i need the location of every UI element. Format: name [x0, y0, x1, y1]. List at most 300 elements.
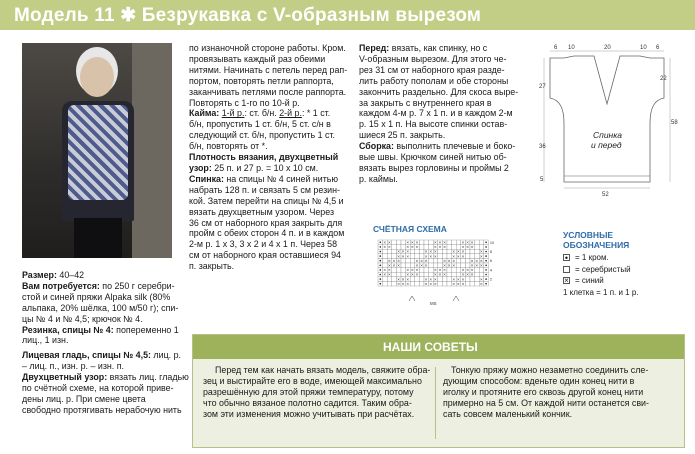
front-text: V-образным вырезом. Для этого че- — [359, 53, 507, 64]
chart-edge-stitch — [380, 283, 382, 285]
chart-cell — [392, 268, 397, 273]
chart-blue-stitch: × — [411, 244, 414, 250]
chart-blue-stitch: × — [424, 253, 428, 259]
chart-blue-stitch: × — [397, 258, 400, 264]
stockinette-text: лиц. р. — [150, 350, 181, 361]
photo-background — [132, 43, 172, 258]
garment-outline — [550, 56, 664, 182]
chart-cell — [383, 258, 388, 263]
dim-right-label: 22 — [660, 76, 667, 82]
chart-cell — [429, 240, 434, 245]
chart-cell — [461, 258, 466, 263]
chart-blue-stitch: × — [461, 272, 465, 278]
instructions-column — [189, 43, 347, 272]
chart-blue-stitch: × — [470, 267, 474, 273]
back-text: 36 см от наборного края закрыть для — [189, 217, 343, 228]
legend-title-line: ОБОЗНАЧЕНИЯ — [563, 240, 630, 250]
chart-blue-stitch: × — [457, 276, 460, 282]
chart-blue-stitch: × — [470, 240, 474, 245]
chart-blue-stitch: × — [383, 244, 387, 250]
chart-blue-stitch: × — [388, 240, 391, 245]
tips-right — [443, 365, 649, 420]
chart-cell — [475, 245, 480, 250]
legend-text: = синий — [575, 276, 604, 285]
chart-cell — [406, 258, 411, 263]
chart-blue-stitch: × — [429, 253, 433, 259]
chart-blue-stitch: × — [411, 272, 414, 278]
tips-text: разрешённую для этой пряжи температуру, потому — [203, 387, 414, 397]
tips-text: зец и выстирайте его в воде, имеющей максимально — [203, 376, 422, 386]
chart-cell — [465, 249, 470, 254]
chart-cell — [401, 263, 406, 268]
chart-blue-stitch: × — [461, 276, 465, 282]
chart-blue-stitch: × — [434, 253, 437, 259]
chart-blue-stitch: × — [452, 249, 456, 255]
chart-cell — [383, 254, 388, 259]
chart-edge-stitch — [380, 260, 382, 262]
legend-title-line: УСЛОВНЫЕ — [563, 230, 614, 240]
chart-blue-stitch: × — [397, 276, 400, 282]
chart-blue-stitch: × — [401, 253, 405, 259]
photo-head — [80, 57, 114, 97]
dim-bottom-label: 52 — [602, 192, 609, 198]
chart-cell — [475, 268, 480, 273]
chart-cell — [396, 268, 401, 273]
chart-cell — [479, 240, 484, 245]
back-text: 2-м р. 1 х 3, 3 х 2 и 4 х 1 п. Через 58 — [189, 239, 338, 250]
size-value: 40–42 — [56, 270, 85, 280]
chart-blue-stitch: × — [397, 249, 400, 255]
chart-cell — [392, 240, 397, 245]
front-text: закончить раздельно. Для скоса выре- — [359, 86, 519, 97]
chart-blue-stitch: × — [480, 258, 483, 264]
chart-cell — [447, 245, 452, 250]
chart-cell — [465, 258, 470, 263]
chart-blue-stitch: × — [475, 263, 479, 268]
chart-blue-stitch: × — [466, 244, 469, 250]
chart-blue-stitch: × — [443, 267, 446, 273]
chart-edge-stitch — [380, 251, 382, 253]
garment-schematic — [538, 42, 678, 202]
chart-cell — [419, 245, 424, 250]
chart-blue-stitch: × — [406, 276, 410, 282]
chart-cell — [438, 254, 443, 259]
front-text: за закрыть с внутреннего края в — [359, 97, 492, 108]
chart-blue-stitch: × — [452, 263, 456, 268]
dim-left-label: 27 — [539, 84, 546, 90]
chart-blue-stitch: × — [466, 272, 469, 278]
assembly-text: вые швы. Крючком синей нитью об- — [359, 152, 507, 163]
chart-cell — [383, 249, 388, 254]
chart-blue-stitch: × — [388, 267, 391, 273]
front-label: Перед: — [359, 43, 390, 53]
chart-row-number: 8 — [489, 250, 493, 254]
chart-blue-stitch: × — [434, 240, 437, 245]
front-column — [359, 43, 518, 185]
chart-blue-stitch: × — [429, 281, 433, 287]
chart-cell — [419, 281, 424, 286]
chart-cell — [442, 277, 447, 282]
photo-vest — [68, 105, 128, 200]
chart-row-number: 4 — [489, 268, 493, 273]
chart-edge-stitch — [485, 255, 487, 257]
chart-cell — [383, 277, 388, 282]
assembly-text: р. каймы. — [359, 173, 398, 184]
chart-cell — [419, 249, 424, 254]
chart-edge-stitch — [485, 265, 487, 267]
chart-cell — [415, 281, 420, 286]
pattern-text: заканчивать петлями после раппорта. — [189, 86, 347, 97]
chart-edge-stitch — [380, 242, 382, 244]
chart-blue-stitch: × — [424, 249, 428, 255]
chart-blue-stitch: × — [429, 276, 433, 282]
chart-cell — [392, 277, 397, 282]
back-text: вязать двухцветным узором. Через — [189, 206, 335, 217]
pattern-chart-svg — [372, 238, 502, 306]
chart-cell — [447, 277, 452, 282]
chart-cell — [452, 240, 457, 245]
edge-stitch-symbol — [563, 254, 570, 261]
chart-blue-stitch: × — [443, 244, 446, 250]
pattern-text: портом, повторять петли раппорта, — [189, 75, 334, 86]
chart-cell — [470, 249, 475, 254]
chart-blue-stitch: × — [401, 276, 405, 282]
chart-blue-stitch: × — [434, 267, 437, 273]
chart-blue-stitch: × — [383, 267, 387, 273]
chart-cell — [396, 240, 401, 245]
chart-cell — [429, 268, 434, 273]
chart-cell — [387, 249, 392, 254]
chart-cell — [475, 272, 480, 277]
edging-row1: 1-й р. — [221, 108, 245, 119]
chart-edge-stitch — [380, 246, 382, 248]
chart-cell — [479, 268, 484, 273]
chart-blue-stitch: × — [470, 272, 474, 278]
chart-blue-stitch: × — [406, 240, 410, 245]
chart-cell — [401, 268, 406, 273]
chart-title: СЧЁТНАЯ СХЕМА — [373, 224, 447, 234]
chart-cell — [410, 254, 415, 259]
chart-blue-stitch: × — [452, 253, 456, 259]
chart-blue-stitch: × — [457, 253, 460, 259]
tips-text: примерно на 5 см. От каждой нити останется сви- — [443, 398, 649, 408]
front-text: шиеся 25 п. закрыть. — [359, 130, 446, 141]
edging-text: б/н, пропустить 1 ст. б/н, 5 ст. с/н в — [189, 119, 331, 130]
tips-text: дующим способом: вденьте один конец нити в — [443, 376, 635, 386]
chart-cell — [387, 281, 392, 286]
chart-blue-stitch: × — [401, 249, 405, 255]
chart-blue-stitch: × — [415, 244, 419, 250]
back-text: п. закрыть. — [189, 261, 235, 272]
chart-blue-stitch: × — [470, 244, 474, 250]
chart-cell — [470, 277, 475, 282]
edging-label: Кайма: — [189, 108, 220, 119]
legend-item — [563, 264, 639, 276]
chart-blue-stitch: × — [480, 281, 483, 287]
dim-left-label: 36 — [539, 144, 546, 150]
edging-text: : ст. б/н. — [244, 108, 277, 119]
legend-text: = 1 кром. — [575, 253, 609, 262]
two-color-label: Двухцветный узор: — [22, 372, 108, 383]
chart-blue-stitch: × — [392, 258, 396, 264]
chart-blue-stitch: × — [480, 276, 483, 282]
dim-left-label: 5 — [540, 177, 544, 183]
chart-blue-stitch: × — [424, 263, 428, 268]
chart-blue-stitch: × — [438, 267, 442, 273]
chart-edge-stitch — [485, 260, 487, 262]
chart-cell — [456, 258, 461, 263]
gauge-label: узор: — [189, 162, 212, 173]
silver-symbol — [563, 266, 570, 273]
rib-text: лиц., 1 изн. — [22, 335, 69, 346]
chart-cell — [475, 281, 480, 286]
yarn-text: стой и синей пряжи Alpaka silk (80% — [22, 291, 171, 302]
chart-cell — [447, 249, 452, 254]
chart-cell — [387, 277, 392, 282]
two-color-text: свободно протягивать нерабочую нить — [22, 404, 182, 415]
chart-blue-stitch: × — [470, 263, 474, 268]
dim-top-label: 6 — [656, 45, 660, 51]
chart-blue-stitch: × — [424, 258, 428, 264]
edging-row2: 2-й р. — [279, 108, 302, 119]
chart-blue-stitch: × — [388, 258, 391, 264]
pattern-text: Повторять с 1-го по 10-й р. — [189, 97, 300, 108]
chart-blue-stitch: × — [466, 267, 469, 273]
chart-blue-stitch: × — [424, 276, 428, 282]
chart-blue-stitch: × — [461, 253, 465, 259]
chart-cell — [424, 268, 429, 273]
materials-column — [22, 270, 189, 416]
chart-edge-stitch — [485, 274, 487, 276]
chart-blue-stitch: × — [461, 249, 465, 255]
pattern-text: провязывать каждый раз обеими — [189, 53, 326, 64]
chart-blue-stitch: × — [424, 281, 428, 287]
chart-edge-stitch — [380, 274, 382, 276]
chart-edge-stitch — [380, 269, 382, 271]
chart-blue-stitch: × — [420, 258, 423, 264]
front-text: р. 15 х 1 п. На высоте спинки остав- — [359, 119, 508, 130]
tips-left — [203, 365, 430, 420]
assembly-label: Сборка: — [359, 141, 394, 152]
chart-edge-stitch — [485, 242, 487, 244]
chart-cell — [447, 272, 452, 277]
chart-blue-stitch: × — [406, 272, 410, 278]
chart-cell — [401, 240, 406, 245]
chart-edge-stitch — [485, 269, 487, 271]
blue-symbol — [563, 277, 570, 284]
chart-blue-stitch: × — [443, 263, 446, 268]
back-text: см от наборного края оставшиеся 94 — [189, 250, 341, 261]
pattern-text: нитями. Начинать с петель перед рап- — [189, 64, 348, 75]
chart-cell — [452, 268, 457, 273]
legend — [563, 252, 639, 298]
chart-blue-stitch: × — [397, 253, 400, 259]
dim-right-label: 58 — [671, 120, 678, 126]
chart-blue-stitch: × — [461, 281, 465, 287]
rib-text: попеременно 1 — [113, 324, 179, 335]
chart-edge-stitch — [485, 251, 487, 253]
edging-text: б/н, повторять от *. — [189, 141, 268, 152]
front-text: вязать, как спинку, но с — [389, 43, 488, 53]
chart-blue-stitch: × — [461, 240, 465, 245]
edging-text: : * 1 ст. — [301, 108, 331, 119]
chart-blue-stitch: × — [406, 281, 410, 287]
tips-header — [193, 335, 684, 359]
chart-edge-stitch — [380, 265, 382, 267]
chart-cell — [447, 240, 452, 245]
chart-blue-stitch: × — [406, 267, 410, 273]
chart-blue-stitch: × — [388, 272, 391, 278]
chart-cell — [415, 249, 420, 254]
chart-cell — [392, 245, 397, 250]
chart-cell — [433, 258, 438, 263]
pattern-chart — [372, 238, 502, 306]
schematic-label: Спинка — [593, 130, 622, 140]
chart-blue-stitch: × — [392, 263, 396, 268]
legend-item — [563, 252, 639, 264]
chart-cell — [410, 277, 415, 282]
schematic-label: и перед — [591, 140, 622, 150]
size-label: Размер: — [22, 270, 57, 280]
tips-text: сать совсем маленький кончик. — [443, 409, 573, 419]
back-text: кой. Затем перейти на спицы № 4,5 и — [189, 195, 344, 206]
chart-cell — [438, 281, 443, 286]
chart-cell — [442, 281, 447, 286]
pattern-text: по изнаночной стороне работы. Кром. — [189, 43, 346, 53]
chart-blue-stitch: × — [415, 240, 419, 245]
assembly-text: выполнить плечевые и боко- — [393, 141, 516, 152]
page-title: Модель 11 ✱ Безрукавка с V-образным вырезом — [14, 5, 482, 26]
chart-cell — [410, 249, 415, 254]
chart-blue-stitch: × — [480, 263, 483, 268]
chart-cell — [456, 268, 461, 273]
chart-blue-stitch: × — [397, 281, 400, 287]
tips-text: зом эти изменения можно учитывать при расчётах. — [203, 409, 415, 419]
two-color-text: вязать лиц. гладью — [107, 372, 189, 383]
rib-label: Резинка, спицы № 4: — [22, 324, 114, 335]
chart-cell — [447, 281, 452, 286]
chart-blue-stitch: × — [401, 281, 405, 287]
chart-cell — [410, 281, 415, 286]
chart-blue-stitch: × — [406, 244, 410, 250]
chart-cell — [442, 249, 447, 254]
front-text: рез 31 см от наборного края разде- — [359, 64, 505, 75]
chart-blue-stitch: × — [415, 272, 419, 278]
chart-blue-stitch: × — [466, 240, 469, 245]
chart-row-number: 10 — [489, 240, 495, 245]
chart-blue-stitch: × — [475, 258, 479, 264]
chart-cell — [456, 263, 461, 268]
chart-blue-stitch: × — [434, 272, 437, 278]
chart-blue-stitch: × — [443, 258, 446, 264]
chart-cell — [419, 272, 424, 277]
two-color-text: дены лиц. р. При смене цвета — [22, 393, 146, 404]
chart-cell — [383, 281, 388, 286]
legend-text: = серебристый — [575, 264, 631, 274]
tips-text: что обычно вязаное полотно садится. Таким обра- — [203, 398, 412, 408]
schematic-svg — [538, 42, 678, 202]
tips-title: НАШИ СОВЕТЫ — [383, 340, 478, 354]
chart-cell — [465, 281, 470, 286]
chart-blue-stitch: × — [388, 244, 391, 250]
chart-edge-stitch — [380, 278, 382, 280]
dim-top-label: 20 — [604, 45, 611, 51]
chart-cell — [470, 281, 475, 286]
chart-blue-stitch: × — [480, 253, 483, 259]
chart-blue-stitch: × — [457, 281, 460, 287]
back-text: набрать 128 п. и связать 5 см резин- — [189, 184, 340, 195]
chart-blue-stitch: × — [411, 240, 414, 245]
chart-blue-stitch: × — [443, 272, 446, 278]
dim-top-label: 10 — [568, 45, 575, 51]
chart-cell — [424, 240, 429, 245]
chart-blue-stitch: × — [406, 253, 410, 259]
chart-cell — [419, 277, 424, 282]
chart-ms-label: MS — [430, 301, 437, 306]
chart-blue-stitch: × — [415, 263, 419, 268]
chart-blue-stitch: × — [397, 263, 400, 268]
chart-cell — [392, 272, 397, 277]
dim-top-label: 6 — [554, 45, 558, 51]
chart-edge-stitch — [485, 283, 487, 285]
back-label: Спинка: — [189, 173, 224, 184]
chart-blue-stitch: × — [383, 272, 387, 278]
yarn-text: по 250 г серебри- — [99, 280, 175, 291]
chart-cell — [475, 249, 480, 254]
chart-row-number: 2 — [489, 277, 493, 282]
yarn-text: цы № 4 и № 4,5; крючок № 4. — [22, 313, 143, 324]
tips-text: Перед тем как начать вязать модель, свяжите обра- — [215, 365, 431, 375]
chart-cell — [419, 240, 424, 245]
chart-cell — [429, 258, 434, 263]
chart-cell — [438, 277, 443, 282]
chart-cell — [447, 268, 452, 273]
gauge-label: Плотность вязания, двухцветный — [189, 152, 339, 163]
stockinette-text: – лиц. п., изн. р. – изн. п. — [22, 361, 125, 372]
legend-item — [563, 287, 639, 299]
chart-cell — [456, 240, 461, 245]
legend-title — [563, 230, 629, 250]
chart-edge-stitch — [485, 246, 487, 248]
tips-divider — [435, 367, 436, 439]
chart-blue-stitch: × — [480, 249, 483, 255]
chart-blue-stitch: × — [434, 244, 437, 250]
chart-blue-stitch: × — [406, 249, 410, 255]
chart-blue-stitch: × — [434, 249, 437, 255]
back-text: пройм с обеих сторон 4 п. и в каждом — [189, 228, 345, 239]
chart-cell — [429, 263, 434, 268]
chart-cell — [392, 281, 397, 286]
back-text: на спицы № 4 синей нитью — [223, 173, 339, 184]
chart-blue-stitch: × — [461, 267, 465, 273]
chart-blue-stitch: × — [411, 267, 414, 273]
chart-blue-stitch: × — [420, 263, 423, 268]
legend-text: 1 клетка = 1 п. и 1 р. — [563, 287, 639, 297]
chart-cell — [415, 277, 420, 282]
front-text: каждом 4-м р. 7 х 1 п. и в каждом 2-м — [359, 108, 513, 119]
header-bar — [0, 0, 695, 30]
chart-cell — [401, 258, 406, 263]
chart-cell — [410, 258, 415, 263]
chart-blue-stitch: × — [383, 240, 387, 245]
chart-blue-stitch: × — [438, 272, 442, 278]
chart-blue-stitch: × — [434, 276, 437, 282]
gauge-value: 25 п. и 27 р. = 10 х 10 см. — [211, 162, 319, 173]
dim-top-label: 10 — [640, 45, 647, 51]
photo-legs — [74, 218, 122, 258]
chart-blue-stitch: × — [415, 267, 419, 273]
chart-blue-stitch: × — [434, 281, 437, 287]
